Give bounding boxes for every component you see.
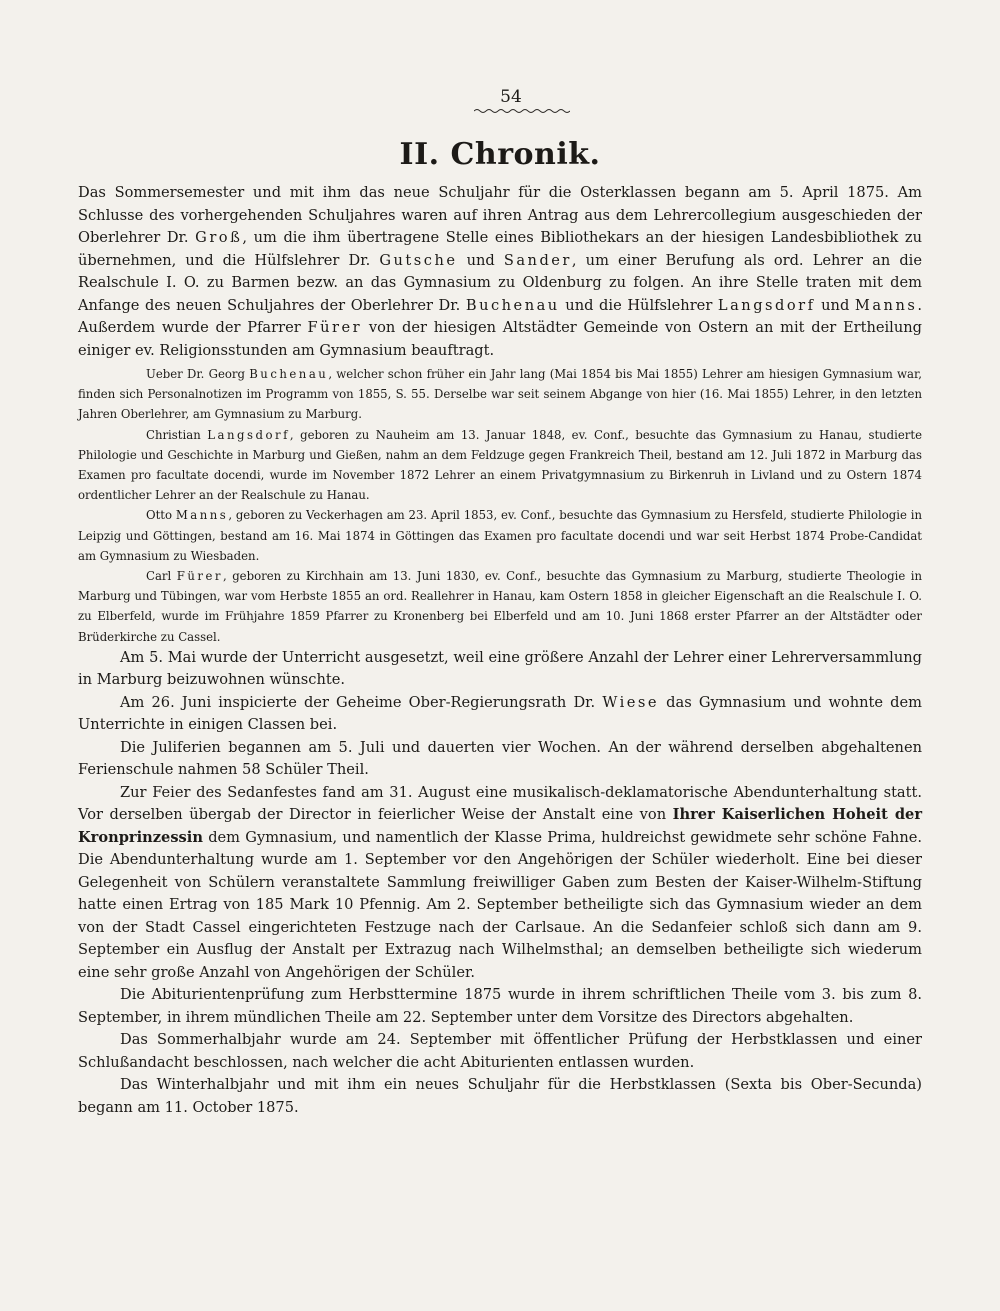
name-emphasis: Langsdorf [207, 427, 290, 442]
text-segment: Otto [146, 508, 176, 523]
text-segment: Die Juliferien begannen am 5. Juli und dauerten vier Wochen. An der während derselben abgehaltenen Ferienschule nahmen 58 Schüler Theil. [78, 738, 922, 779]
text-segment: . Außerdem wurde der Pfarrer [78, 296, 922, 336]
name-emphasis: Manns [175, 508, 229, 523]
paragraph [78, 737, 922, 782]
note-paragraph [78, 566, 922, 647]
text-segment: Die Abiturientenprüfung zum Herbsttermine 1875 wurde in ihrem schriftlichen Theile vom 3. bis zum 8. September, in ihrem mündlichen Theile am 22. September unter dem Vorsitze des Directors abgehalten. [78, 986, 922, 1026]
text-segment: und die Hülfslehrer [559, 296, 718, 314]
text-segment: , um die ihm übertragene Stelle eines Bibliothekars an der hiesigen Landesbibliothek zu übernehmen, und die Hülfslehrer Dr. [78, 229, 923, 269]
ornamental-rule [474, 108, 570, 114]
name-emphasis: Fürer [307, 319, 363, 336]
name-emphasis: Wiese [602, 693, 660, 711]
paragraph [78, 984, 922, 1029]
bold-emphasis: Ihrer Kaiserlichen Hoheit der Kronprinzessin [78, 806, 923, 846]
paragraph [78, 692, 922, 737]
text-segment: Das Winterhalbjahr und mit ihm ein neues Schuljahr für die Herbstklassen (Sexta bis Ober-Secunda) begann am 11. October 1875. [78, 1076, 922, 1116]
text-segment: , geboren zu Veckerhagen am 23. April 1853, ev. Conf., besuchte das Gymnasium zu Hersfeld, studierte Philologie in Leipzig und Göttingen, bestand am 16. Mai 1874 in Göttingen das Examen pro facultate docendi und war seit Herbst 1874 Probe-Candidat am Gymnasium zu Wiesbaden. [78, 508, 922, 563]
name-emphasis: Gutsche [379, 251, 458, 269]
text-segment: , geboren zu Kirchhain am 13. Juni 1830, ev. Conf., besuchte das Gymnasium zu Marburg, studierte Theologie in Marburg und Tübingen, war vom Herbste 1855 an ord. Reallehrer in Hanau, kam Ostern 1858 in gleicher Eigenschaft an die Realschule I. O. zu Elberfeld, wurde im Frühjahre 1859 Pfarrer zu Kronenberg bei Elberfeld und am 10. Juni 1868 erster Pfarrer an der Altstädter oder Brüderkirche zu Cassel. [78, 569, 923, 644]
name-emphasis: Groß [195, 229, 243, 246]
paragraph [78, 647, 922, 692]
text-segment: , um einer Berufung als ord. Lehrer an die Realschule I. O. zu Barmen bezw. an das Gymnasium zu Oldenburg zu folgen. An ihre Stelle traten mit dem Anfange des neuen Schuljahres der Oberlehrer Dr. [78, 251, 922, 314]
name-emphasis: Sander [503, 251, 572, 269]
text-segment: Am 5. Mai wurde der Unterricht ausgesetzt, weil eine größere Anzahl der Lehrer einer Lehrerversammlung in Marburg beizuwohnen wünschte. [78, 648, 922, 689]
paragraph [78, 1074, 922, 1119]
paragraphs-bottom [78, 647, 922, 1120]
text-segment: Carl [146, 569, 177, 584]
note-paragraph [78, 505, 922, 566]
paragraphs-top [78, 182, 922, 362]
text-segment: Das Sommerhalbjahr wurde am 24. September mit öffentlicher Prüfung der Herbstklassen und einer Schlußandacht beschlossen, nach welcher die acht Abiturienten entlassen wurden. [78, 1031, 922, 1071]
note-paragraph [78, 425, 922, 506]
name-emphasis: Fürer [176, 569, 223, 584]
name-emphasis: Buchenau [249, 367, 329, 381]
name-emphasis: Manns [854, 296, 918, 314]
main-text-bottom [78, 647, 922, 1120]
text-segment: und [457, 251, 504, 269]
name-emphasis: Buchenau [465, 296, 560, 314]
text-segment: Ueber Dr. Georg [146, 367, 250, 381]
text-segment: , geboren zu Nauheim am 13. Januar 1848, ev. Conf., besuchte das Gymnasium zu Hanau, studierte Philologie und Geschichte in Marburg und Gießen, nahm an dem Feldzuge gegen Frankreich Theil, bestand am 12. Juli 1872 in Marburg das Examen pro facultate docendi, wurde im November 1872 Lehrer an einem Privatgymnasium zu Birkenruh in Livland und zu Ostern 1874 ordentlicher Lehrer an der Realschule zu Hanau. [78, 427, 923, 503]
chapter-title: II. Chronik. [399, 137, 601, 172]
main-text-top [78, 182, 922, 362]
text-segment: , welcher schon früher ein Jahr lang (Mai 1854 bis Mai 1855) Lehrer am hiesigen Gymnasium war, finden sich Personalnotizen im Programm von 1855, S. 55. Derselbe war seit seinem Abgange von hier (16. Mai 1855) Lehrer, in den letzten Jahren Oberlehrer, am Gymnasium zu Marburg. [78, 367, 922, 422]
text-segment: dem Gymnasium, und namentlich der Klasse Prima, huldreichst gewidmete sehr schöne Fahne. Die Abendunterhaltung wurde am 1. September vor den Angehörigen der Schüler wiederholt. Eine bei dieser Gelegenheit von Schülern veranstaltete Sammlung freiwilliger Gaben zum Besten der Kaiser-Wilhelm-Stiftung hatte einen Ertrag von 185 Mark 10 Pfennig. Am 2. September betheiligte sich das Gymnasium wieder an dem von der Stadt Cassel eingerichteten Festzuge nach der Carlsaue. An die Sedanfeier schloß sich dann am 9. September ein Ausflug der Anstalt per Extrazug nach Wilhelmsthal; an demselben betheiligte sich wiederum eine sehr große Anzahl von Angehörigen der Schüler. [78, 828, 922, 981]
paragraph [78, 182, 922, 362]
text-segment: von der hiesigen Altstädter Gemeinde von Ostern an mit der Ertheilung einiger ev. Religionsstunden am Gymnasium beauftragt. [78, 319, 922, 359]
text-segment: Das Sommersemester und mit ihm das neue Schuljahr für die Osterklassen begann am 5. April 1875. Am Schlusse des vorhergehenden Schuljahres waren auf ihren Antrag aus dem Lehrercollegium ausgeschieden der Oberlehrer Dr. [78, 184, 922, 246]
text-segment: Christian [146, 427, 208, 442]
text-segment: Zur Feier des Sedanfestes fand am 31. August eine musikalisch-deklamatorische Abendunterhaltung statt. Vor derselben übergab der Director in feierlicher Weise der Anstalt eine von [78, 783, 922, 824]
note-paragraph [78, 364, 922, 425]
text-segment: und [815, 296, 855, 314]
paragraph [78, 1029, 922, 1074]
text-segment: Am 26. Juni inspicierte der Geheime Ober-Regierungsrath Dr. [120, 693, 603, 711]
personal-notes [78, 364, 922, 647]
paragraph [78, 782, 922, 985]
page-number: 54 [500, 87, 522, 107]
name-emphasis: Langsdorf [717, 296, 816, 314]
text-segment: das Gymnasium und wohnte dem Unterrichte in einigen Classen bei. [78, 693, 922, 734]
